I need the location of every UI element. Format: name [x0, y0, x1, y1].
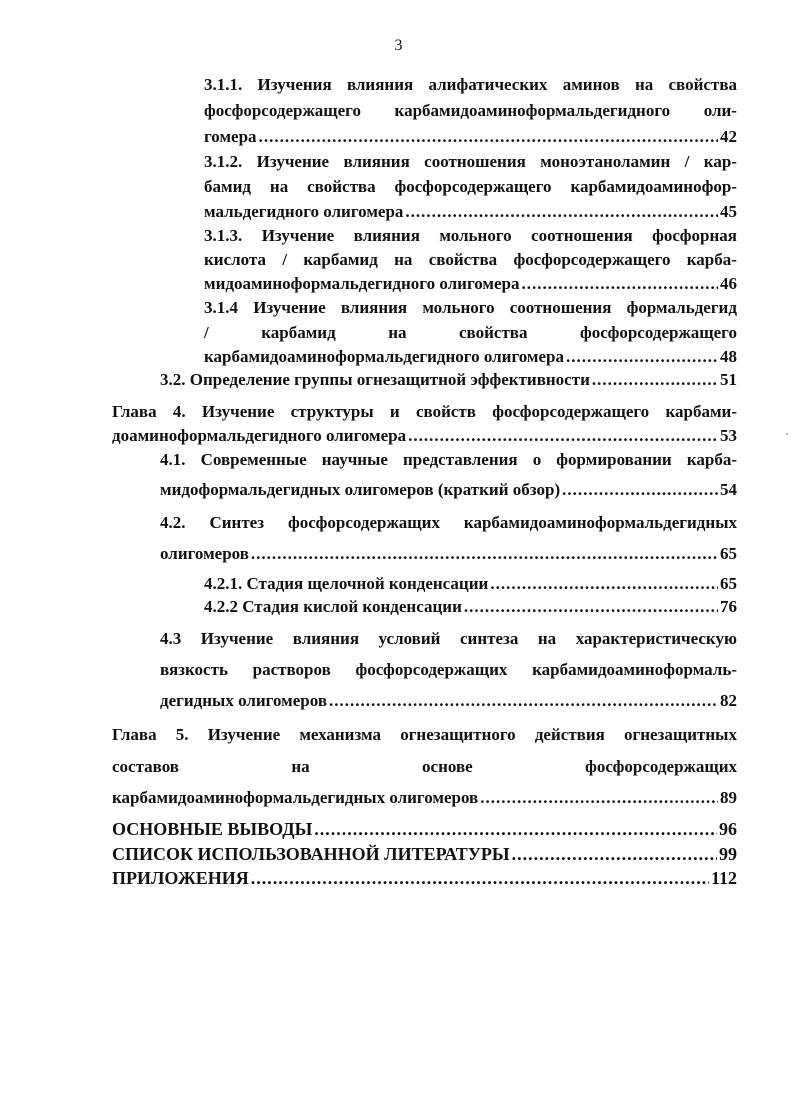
page-ref: 48 [720, 347, 737, 366]
dot-leader [562, 479, 718, 501]
toc-entry-3-1-3-line-3[interactable]: мидоаминоформальдегидного олигомера ..... 46 [204, 273, 737, 295]
page-ref: 112 [710, 868, 737, 888]
toc-entry-3-1-4-line-3[interactable]: карбамидоаминоформальдегидного олигомера ..... 48 [204, 346, 737, 368]
toc-entry-3-1-4-line-2[interactable]: / карбамид на свойства фосфорсодержащего [204, 323, 737, 342]
toc-entry-4-3-line-3[interactable]: дегидных олигомеров ..... 82 [160, 690, 737, 712]
toc-entry-4-2-2[interactable]: 4.2.2 Стадия кислой конденсации ..... 76 [204, 596, 737, 618]
toc-entry-3-1-3-line-2[interactable]: кислота / карбамид на свойства фосфорсодержащего карба- [204, 250, 737, 269]
page-ref: 46 [720, 274, 737, 293]
toc-entry-3-1-1-line-1[interactable]: 3.1.1. Изучения влияния алифатических аминов на свойства [204, 75, 737, 94]
page-ref: 54 [720, 480, 737, 499]
toc-chapter-5-line-2[interactable]: составов на основе фосфорсодержащих [112, 757, 737, 776]
page-ref: 89 [720, 788, 737, 807]
toc-entry-3-1-1-line-3[interactable]: гомера ..... 42 [204, 126, 737, 148]
dot-leader [512, 843, 717, 865]
toc-entry-4-2-line-2[interactable]: олигомеров ..... 65 [160, 543, 737, 565]
dot-leader [251, 867, 709, 889]
page-ref: 96 [719, 819, 737, 839]
toc-entry-3-2[interactable]: 3.2. Определение группы огнезащитной эффективности ..... 51 [160, 369, 737, 391]
toc-appendices[interactable]: ПРИЛОЖЕНИЯ ..... 112 [112, 867, 737, 889]
toc-entry-3-1-1-line-2[interactable]: фосфорсодержащего карбамидоаминоформальдегидного оли- [204, 101, 737, 120]
page-number: 3 [394, 37, 403, 54]
toc-chapter-4-line-2[interactable]: доаминоформальдегидного олигомера ..... 53 [112, 425, 737, 447]
toc-chapter-4-line-1[interactable]: Глава 4. Изучение структуры и свойств фосфорсодержащего карбами- [112, 402, 737, 421]
dot-leader [566, 346, 718, 368]
toc-entry-3-1-2-line-1[interactable]: 3.1.2. Изучение влияния соотношения моноэтаноламин / кар- [204, 152, 737, 171]
page-ref: 51 [720, 370, 737, 389]
scan-speck [786, 433, 788, 435]
dot-leader [251, 543, 718, 565]
toc-entry-4-3-line-1[interactable]: 4.3 Изучение влияния условий синтеза на характеристическую [160, 629, 737, 648]
dot-leader [464, 596, 718, 618]
page-ref: 65 [720, 544, 737, 563]
toc-entry-4-1-line-2[interactable]: мидоформальдегидных олигомеров (краткий обзор) ..... 54 [160, 479, 737, 501]
page-ref: 53 [720, 426, 737, 445]
page-ref: 42 [720, 127, 737, 146]
dot-leader [522, 273, 718, 295]
toc-chapter-5-line-3[interactable]: карбамидоаминоформальдегидных олигомеров ..... 89 [112, 787, 737, 809]
page-ref: 65 [720, 574, 737, 593]
toc-entry-3-1-2-line-3[interactable]: мальдегидного олигомера ..... 45 [204, 201, 737, 223]
dot-leader [405, 201, 718, 223]
toc-entry-4-2-line-1[interactable]: 4.2. Синтез фосфорсодержащих карбамидоаминоформальдегидных [160, 513, 737, 532]
toc-conclusions[interactable]: ОСНОВНЫЕ ВЫВОДЫ ..... 96 [112, 818, 737, 840]
page-ref: 99 [719, 844, 737, 864]
toc-entry-4-1-line-1[interactable]: 4.1. Современные научные представления о формировании карба- [160, 450, 737, 469]
toc-entry-3-1-3-line-1[interactable]: 3.1.3. Изучение влияния мольного соотношения фосфорная [204, 226, 737, 245]
dot-leader [592, 369, 718, 391]
page-ref: 82 [720, 691, 737, 710]
toc-entry-4-2-1[interactable]: 4.2.1. Стадия щелочной конденсации ..... 65 [204, 573, 737, 595]
toc-entry-3-1-4-line-1[interactable]: 3.1.4 Изучение влияния мольного соотношения формальдегид [204, 298, 737, 317]
toc-entry-3-1-2-line-2[interactable]: бамид на свойства фосфорсодержащего карбамидоаминофор- [204, 177, 737, 196]
dot-leader [408, 425, 718, 447]
dot-leader [259, 126, 718, 148]
toc-references[interactable]: СПИСОК ИСПОЛЬЗОВАННОЙ ЛИТЕРАТУРЫ ..... 99 [112, 843, 737, 865]
dot-leader [490, 573, 718, 595]
toc-chapter-5-line-1[interactable]: Глава 5. Изучение механизма огнезащитного действия огнезащитных [112, 725, 737, 744]
dot-leader [329, 690, 718, 712]
page-ref: 45 [720, 202, 737, 221]
dot-leader [480, 787, 718, 809]
dot-leader [314, 818, 717, 840]
page-ref: 76 [720, 597, 737, 616]
toc-entry-4-3-line-2[interactable]: вязкость растворов фосфорсодержащих карбамидоаминоформаль- [160, 660, 737, 679]
